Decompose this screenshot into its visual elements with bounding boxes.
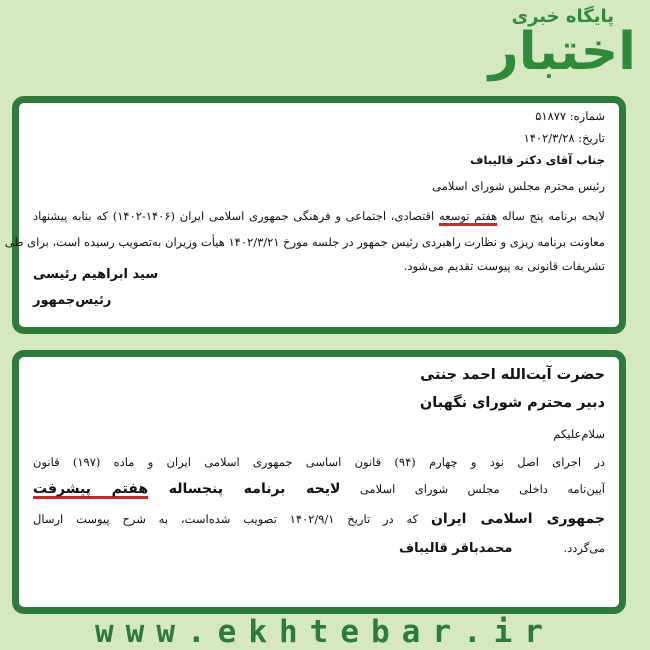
letter-recipient: جناب آقای دکتر قالیباف <box>470 153 605 167</box>
signer-title: رئیس‌جمهور <box>33 293 112 308</box>
letter2-body-line-4: می‌گردد. <box>563 541 605 555</box>
letter2-signer: محمدباقر قالیباف <box>399 541 513 556</box>
letter-body-line-2: معاونت برنامه ریزی و نظارت راهبردی رئیس جمهور در جلسه مورخ ۱۴۰۲/۳/۲۱ هیأت وزیران به‌تصویب رسیده است، برای طی <box>4 235 605 249</box>
letter-body-line-1: لایحه برنامه پنج ساله هفتم توسعه اقتصادی، اجتماعی و فرهنگی جمهوری اسلامی ایران (۱۴۰۶-۱۴۰۲) که بنابه پیشنهاد <box>33 209 605 223</box>
letter-date: تاریخ: ۱۴۰۲/۳/۲۸ <box>523 131 605 145</box>
logo-tagline: پایگاه خبری <box>511 6 614 27</box>
addressee: حضرت آیت‌الله احمد جنتی <box>420 367 605 383</box>
logo-wordmark: اختبار <box>488 22 636 82</box>
greeting: سلام‌علیکم <box>553 427 605 441</box>
letter-body-line-3: تشریفات قانونی به پیوست تقدیم می‌شود. <box>403 259 605 273</box>
footer-url[interactable]: www.ekhtebar.ir <box>95 614 555 650</box>
letter-parliament <box>12 350 626 614</box>
signer-name: سید ابراهیم رئیسی <box>33 267 159 282</box>
highlight-seventh-development: هفتم توسعه <box>438 209 498 223</box>
site-logo[interactable] <box>465 6 640 92</box>
letter-president <box>4 96 626 334</box>
highlight-seventh-progress: هفتم پیشرفت <box>33 481 149 497</box>
letter-number: شماره: ۵۱۸۷۷ <box>535 109 605 123</box>
letter2-body-line-3: جمهوری اسلامی ایران که در تاریخ ۱۴۰۲/۹/۱ تصویب شده‌است، به شرح پیوست ارسال <box>33 511 605 527</box>
letter-recipient-title: رئیس محترم مجلس شورای اسلامی <box>432 179 605 193</box>
addressee-title: دبیر محترم شورای نگهبان <box>419 395 605 411</box>
letter2-body-line-1: در اجرای اصل نود و چهارم (۹۴) قانون اساسی جمهوری اسلامی ایران و ماده (۱۹۷) قانون <box>33 455 605 469</box>
letter2-body-line-2: آیین‌نامه داخلی مجلس شورای اسلامی لایحه برنامه پنجساله هفتم پیشرفت <box>33 481 606 497</box>
